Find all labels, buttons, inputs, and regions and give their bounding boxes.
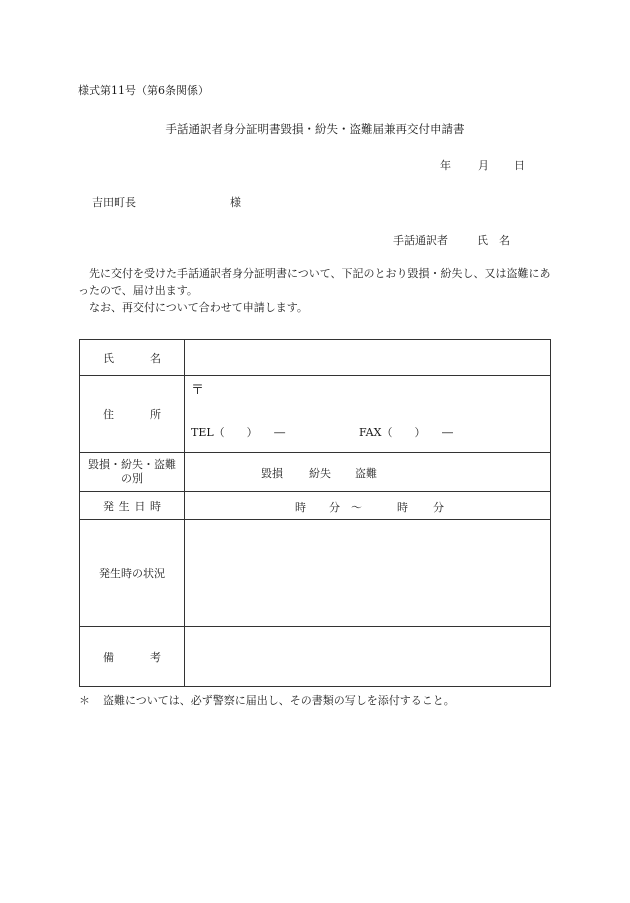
name-label-cell	[80, 340, 185, 376]
type-option-lost[interactable]: 紛失	[309, 467, 331, 480]
address-label: 住 所	[103, 408, 161, 421]
type-option-stolen[interactable]: 盗難	[355, 467, 377, 480]
row-type	[80, 453, 551, 492]
datetime-hour-1: 時	[295, 501, 306, 514]
footnote	[79, 692, 455, 708]
footnote-text: 盗難については、必ず警察に届出し、その書類の写しを添付すること。	[103, 694, 455, 707]
addressee-name: 吉田町長	[92, 196, 136, 209]
address-label-cell	[80, 376, 185, 453]
circumstances-label: 発生時の状況	[80, 520, 185, 627]
tel-label: TEL（ ） ―	[191, 426, 286, 439]
applicant-role: 手話通訳者	[393, 234, 448, 247]
datetime-minute-1: 分	[329, 501, 340, 514]
remarks-label: 備 考	[103, 650, 161, 664]
type-label-line-2: の別	[121, 472, 143, 485]
datetime-label-cell	[80, 492, 185, 520]
row-circumstances	[80, 520, 551, 627]
type-options-cell	[185, 453, 551, 492]
body-paragraph-2: なお、再交付について合わせて申請します。	[89, 301, 308, 314]
document-title: 手話通訳者身分証明書毀損・紛失・盗難届兼再交付申請書	[165, 122, 465, 136]
date-day: 日	[514, 159, 525, 172]
postal-mark: 〒	[191, 383, 205, 398]
datetime-hour-2: 時	[397, 501, 408, 514]
datetime-minute-2: 分	[433, 501, 444, 514]
row-datetime	[80, 492, 551, 520]
name-field[interactable]	[185, 340, 551, 376]
applicant-name-label: 氏 名	[477, 234, 510, 247]
address-field[interactable]	[185, 376, 551, 453]
row-remarks	[80, 627, 551, 687]
body-text	[78, 265, 553, 316]
row-name	[80, 340, 551, 376]
name-label: 氏 名	[103, 351, 161, 365]
type-label-cell	[80, 453, 185, 492]
form-number: 様式第11号（第6条関係）	[78, 84, 209, 97]
application-table	[79, 339, 551, 687]
footnote-mark: ＊	[79, 694, 90, 707]
row-address	[80, 376, 551, 453]
circumstances-field[interactable]	[185, 520, 551, 627]
applicant-line	[393, 232, 510, 248]
datetime-label: 発 生 日 時	[103, 499, 161, 513]
date-year: 年	[440, 159, 451, 172]
fax-label: FAX（ ） ―	[359, 426, 453, 439]
date-month: 月	[478, 159, 489, 172]
type-option-damage[interactable]: 毀損	[261, 467, 283, 480]
remarks-label-cell	[80, 627, 185, 687]
datetime-field[interactable]	[185, 492, 551, 520]
body-paragraph-1: 先に交付を受けた手話通訳者身分証明書について、下記のとおり毀損・紛失し、又は盗難にあったので、届け出ます。	[78, 267, 551, 297]
type-label-line-1: 毀損・紛失・盗難	[88, 458, 176, 471]
datetime-tilde: ～	[351, 501, 362, 514]
addressee-honorific: 様	[230, 196, 241, 209]
remarks-field[interactable]	[185, 627, 551, 687]
